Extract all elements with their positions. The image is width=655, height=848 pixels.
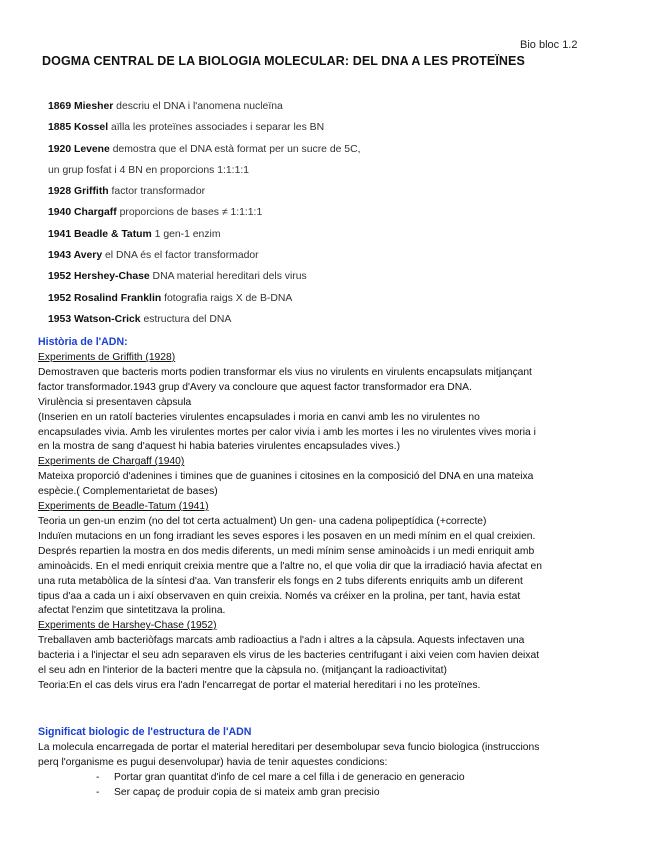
chargaff-text [38,470,618,500]
list-item [96,771,616,786]
text-line: perq l'organisme es pugui desenvolupar) havia de tenir aquestes condicions: [38,756,388,768]
beadle-text [38,515,618,619]
timeline-entry [48,181,608,202]
text-line: tipus d'aa a cada un i així observaven en quin creixia. Només va créixer en la prolina, per tant, havia estat [38,590,521,602]
list-item [96,786,616,801]
timeline-entry-name: 1928 Griffith [48,186,109,198]
timeline-entry-text: demostra que el DNA està format per un sucre de 5C, [109,143,361,155]
bullet-dash: - [96,786,100,798]
text-line: Teoria un gen-un enzim (no del tot certa actualment) Un gen- una cadena polipeptídica (+correcte) [38,515,487,527]
history-section [38,351,618,694]
text-line: Demostraven que bacteris morts podien transformar els vius no virulents en virulents encapsulats mitjançant [38,366,532,378]
timeline-entry [48,266,608,287]
text-line: Després repartien la mostra en dos medis diferents, un medi mínim sense aminoàcids i un medi enriquit amb [38,545,535,557]
timeline-entry-name: 1953 Watson-Crick [48,313,141,325]
timeline-entry-name: 1940 Chargaff [48,207,117,219]
history-title: Història de l'ADN: [38,336,128,348]
text-line: (Inserien en un ratolí bacteries virulentes encapsulades i moria en canvi amb les no virulentes no [38,411,480,423]
timeline-entry [48,139,608,160]
timeline-entry-name: 1952 Hershey-Chase [48,271,150,283]
text-line: La molecula encarregada de portar el material hereditari per desembolupar seva funcio biologica (instruccions [38,742,540,753]
timeline-entry-text: estructura del DNA [140,313,232,325]
timeline-list [48,96,608,330]
bullet-dash: - [96,772,100,783]
document-title: DOGMA CENTRAL DE LA BIOLOGIA MOLECULAR: DEL DNA A LES PROTEÏNES [42,54,525,68]
timeline-entry-name: 1869 Miesher [48,101,114,112]
timeline-entry-name: 1885 Kossel [48,122,109,134]
timeline-entry-name: 1941 Beadle & Tatum [48,228,152,240]
significance-conditions-list [96,771,616,801]
timeline-entry-text: fotografia raigs X de B-DNA [161,292,293,304]
timeline-entry-text: el DNA és el factor transformador [102,250,259,262]
document-code: Bio bloc 1.2 [520,39,578,51]
timeline-entry [48,160,608,181]
text-line: el seu adn en l'interior de la bacteri mentre que la càpsula no. (mitjançant la radioactivitat) [38,665,447,677]
timeline-entry-text: descriu el DNA i l'anomena nucleïna [113,101,283,112]
text-line: espècie.( Complementarietat de bases) [38,486,218,498]
timeline-entry-text: un grup fosfat i 4 BN en proporcions 1:1:1:1 [48,164,250,176]
text-line: encapsulades vivia. Amb les virulentes mortes per calor vivia i amb les mortes i les no virulentes vives moria i [38,426,536,438]
griffith-heading: Experiments de Griffith (1928) [38,352,176,363]
list-item-text: Ser capaç de produir copia de si mateix amb gran precisio [114,786,380,798]
text-line: Induïen mutacions en un fong irradiant les seves espores i les posaven en un medi mínim en el qual creixien. [38,530,536,542]
text-line: aminoàcids. En el medi enriquit creixia mentre que a l'altre no, el que volia dir que la irradiació havia afectat en [38,560,542,572]
list-item-text: Portar gran quantitat d'info de cel mare a cel filla i de generacio en generacio [114,772,465,783]
text-line: Treballaven amb bacteriòfags marcats amb radioactius a l'adn i altres a la càpsula. Aquests infectaven una [38,635,525,647]
timeline-entry [48,202,608,223]
timeline-entry [48,96,608,117]
beadle-heading: Experiments de Beadle-Tatum (1941) [38,501,209,513]
text-line: bacteria i a l'injectar el seu adn separaven els virus de les bacteries centrifugant i aixi veien com havien deixat [38,650,540,662]
timeline-entry-text: factor transformador [108,186,206,198]
hershey-text [38,634,618,694]
text-line: Virulència si presentaven càpsula [38,396,192,408]
hershey-heading: Experiments de Harshey-Chase (1952) [38,620,217,632]
significance-title: Significat biologic de l'estructura de l'ADN [38,726,252,738]
text-line: afectat l'enzim que sintetitzava la prolina. [38,605,226,617]
text-line: una ruta metabòlica de la síntesi d'aa. Van transferir els fongs en 2 tubs diferents enriquits amb un diferent [38,575,523,587]
timeline-entry-name: 1920 Levene [48,143,110,155]
timeline-entry-text: aïlla les proteïnes associades i separar les BN [108,122,325,134]
text-line: Teoria:En el cas dels virus era l'adn l'encarregat de portar el material hereditari i no les proteïnes. [38,679,481,691]
significance-text [38,741,618,771]
timeline-entry [48,309,608,330]
chargaff-heading: Experiments de Chargaff (1940) [38,456,185,468]
text-line: en la mostra de sang d'aquest hi habia bateries virulentes encapsulades vives.) [38,441,400,453]
text-line: Mateixa proporció d'adenines i timines que de guanines i citosines en la composició del DNA en una mateixa [38,471,534,483]
timeline-entry [48,224,608,245]
griffith-text [38,366,618,455]
timeline-entry-text: DNA material hereditari dels virus [149,271,307,283]
text-line: factor transformador.1943 grup d'Avery va concloure que aquest factor transformador era DNA. [38,381,472,393]
timeline-entry [48,245,608,266]
timeline-entry [48,288,608,309]
timeline-entry-name: 1943 Avery [48,250,103,262]
timeline-entry-text: 1 gen-1 enzim [151,228,221,240]
timeline-entry [48,117,608,138]
timeline-entry-name: 1952 Rosalind Franklin [48,292,162,304]
timeline-entry-text: proporcions de bases ≠ 1:1:1:1 [116,207,263,219]
